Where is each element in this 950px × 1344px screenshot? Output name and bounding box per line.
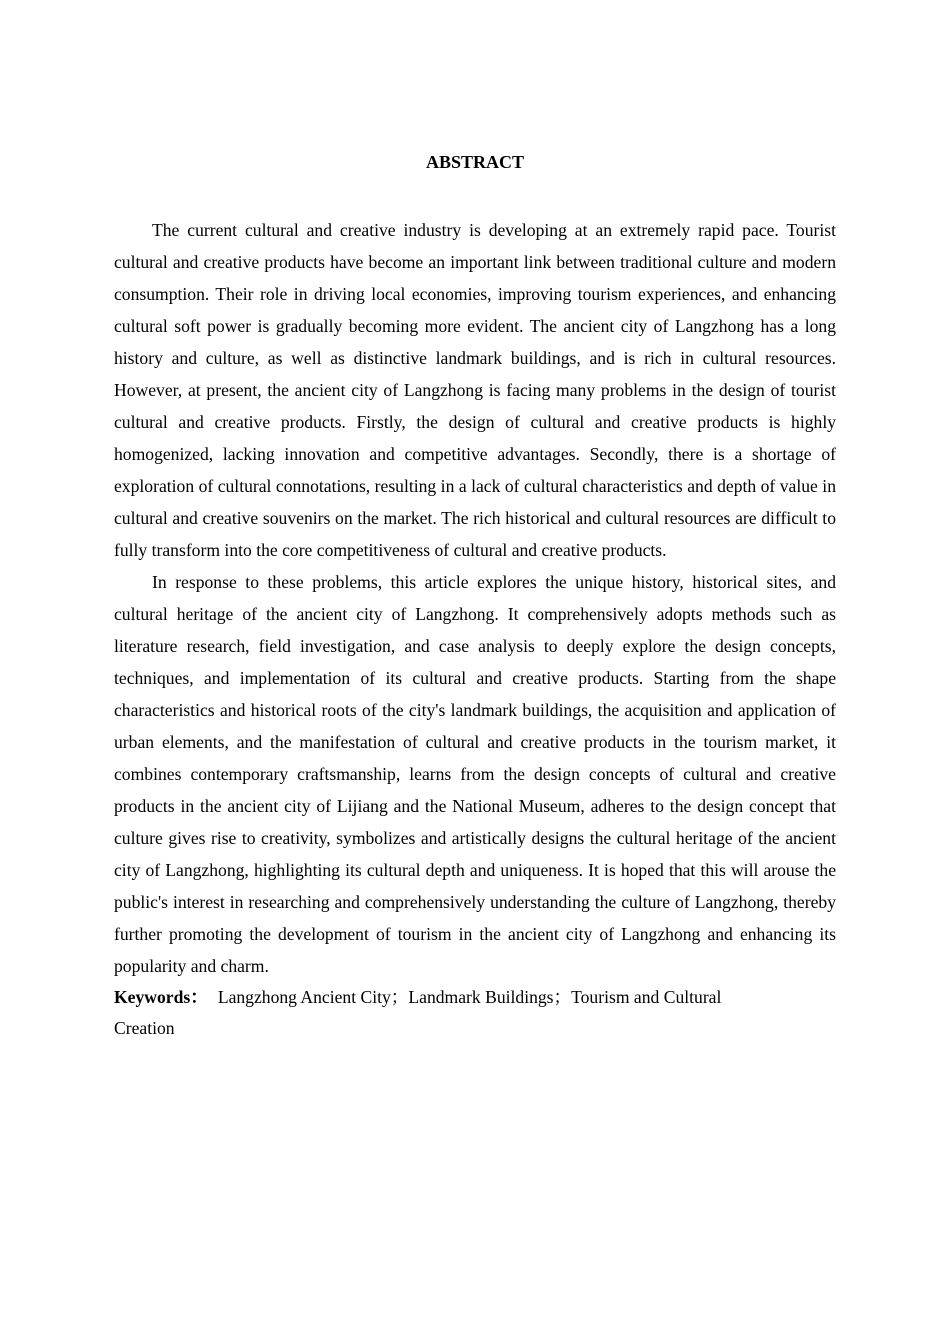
abstract-title: ABSTRACT (425, 152, 525, 172)
keywords-line (114, 982, 836, 1044)
abstract-paragraph-1: The current cultural and creative industry is developing at an extremely rapid pace. Tourist cultural and creative products have become an important link between traditional culture and modern consumption. Their role in driving local economies, improving tourism experiences, and enhancing cultural soft power is gradually becoming more evident. The ancient city of Langzhong has a long history and culture, as well as distinctive landmark buildings, and is rich in cultural resources. However, at present, the ancient city of Langzhong is facing many problems in the design of tourist cultural and creative products. Firstly, the design of cultural and creative products is highly homogenized, lacking innovation and competitive advantages. Secondly, there is a shortage of exploration of cultural connotations, resulting in a lack of cultural characteristics and depth of value in cultural and creative souvenirs on the market. The rich historical and cultural resources are difficult to fully transform into the core competitiveness of cultural and creative products. (114, 220, 836, 560)
abstract-paragraph-2: In response to these problems, this article explores the unique history, historical sites, and cultural heritage of the ancient city of Langzhong. It comprehensively adopts methods such as literature research, field investigation, and case analysis to deeply explore the design concepts, techniques, and implementation of its cultural and creative products. Starting from the shape characteristics and historical roots of the city's landmark buildings, the acquisition and application of urban elements, and the manifestation of cultural and creative products in the tourism market, it combines contemporary craftsmanship, learns from the design concepts of cultural and creative products in the ancient city of Lijiang and the National Museum, adheres to the design concept that culture gives rise to creativity, symbolizes and artistically designs the cultural heritage of the ancient city of Langzhong, highlighting its cultural depth and uniqueness. It is hoped that this will arouse the public's interest in researching and comprehensively understanding the culture of Langzhong, thereby further promoting the development of tourism in the ancient city of Langzhong and enhancing its popularity and charm. (114, 572, 836, 976)
keywords-text: Langzhong Ancient City；Landmark Buildings；Tourism and Cultural Creation (114, 987, 722, 1038)
keywords-label: Keywords： (114, 987, 208, 1007)
abstract-page (114, 150, 836, 1044)
